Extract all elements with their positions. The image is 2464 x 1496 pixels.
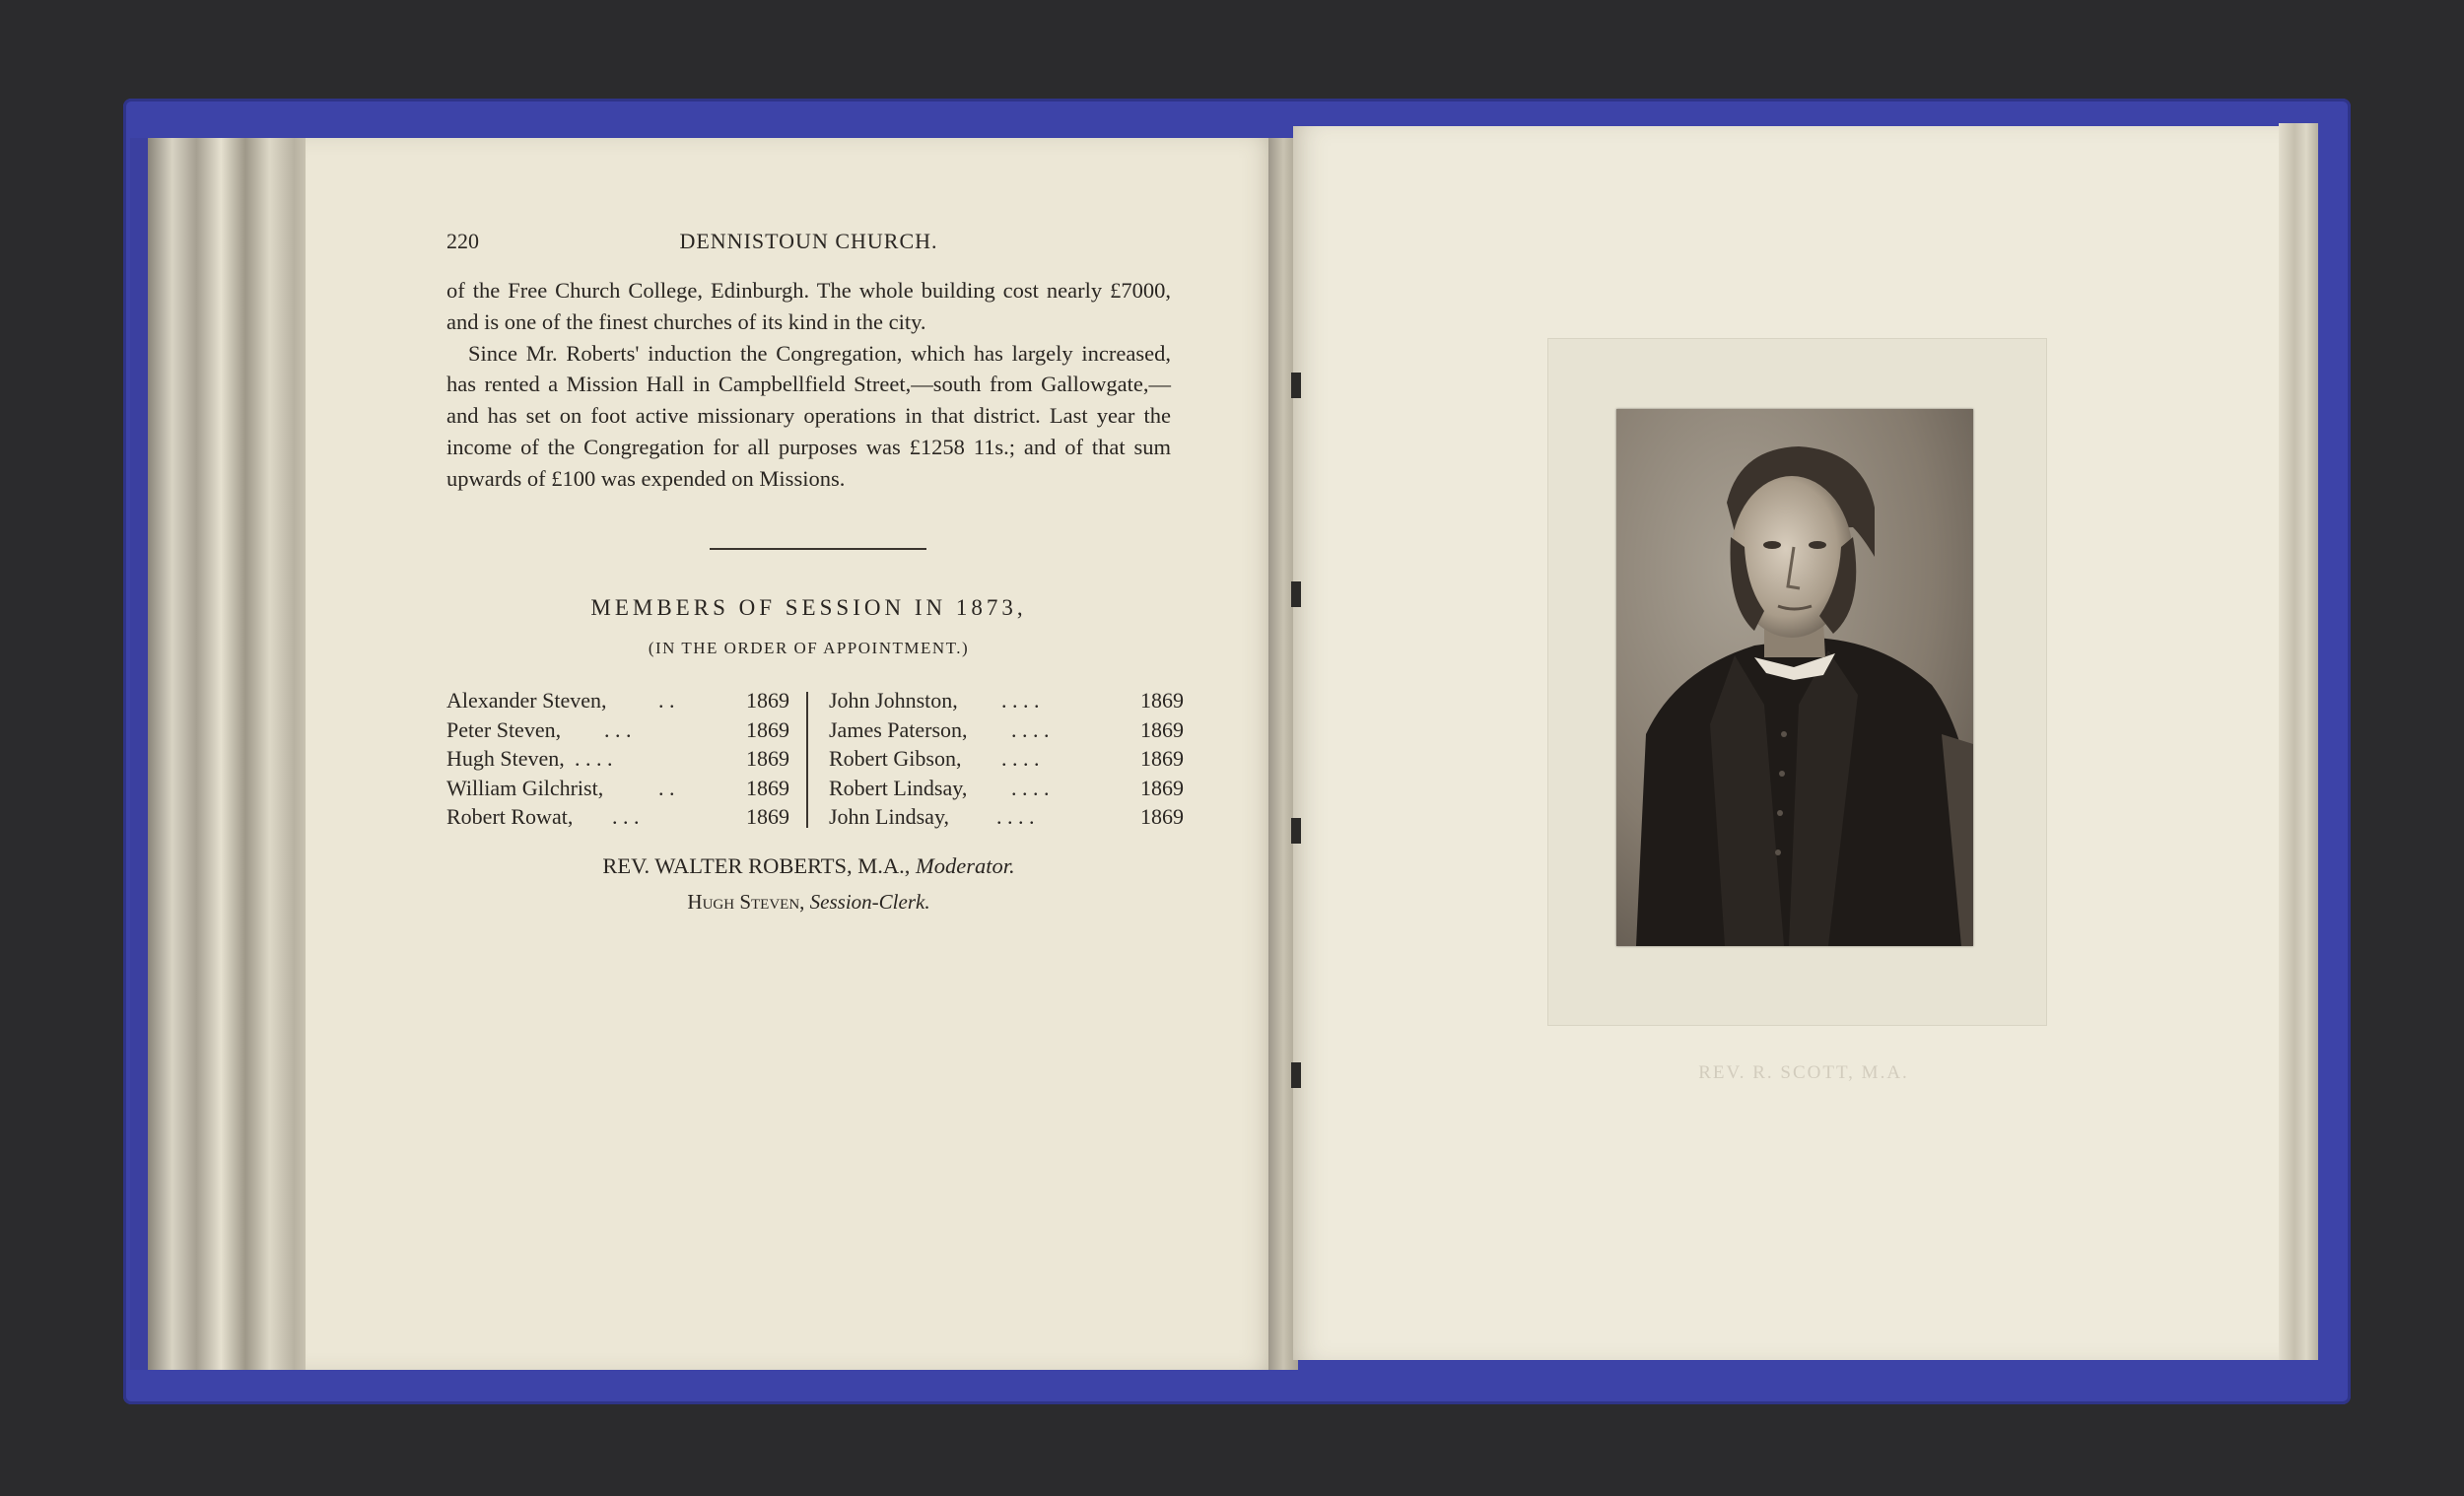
clerk-name: Hugh Steven, bbox=[687, 890, 805, 914]
member-name: Robert Lindsay, bbox=[829, 775, 968, 800]
member-year: 1869 bbox=[746, 716, 789, 742]
list-item bbox=[829, 746, 1184, 776]
binding-tab bbox=[1291, 1062, 1301, 1088]
member-year: 1869 bbox=[746, 775, 789, 800]
member-name: John Lindsay, bbox=[829, 804, 950, 829]
member-name: John Johnston, bbox=[829, 688, 958, 713]
page-number: 220 bbox=[446, 229, 479, 253]
member-name: Hugh Steven, bbox=[446, 746, 565, 771]
member-year: 1869 bbox=[1140, 688, 1184, 713]
section-subtitle: (IN THE ORDER OF APPOINTMENT.) bbox=[648, 639, 970, 657]
leader-dots: . . . bbox=[604, 716, 632, 742]
paragraph: of the Free Church College, Edinburgh. The whole building cost nearly £7000, and is one of the finest churches of its kind in the city. bbox=[446, 278, 1171, 334]
member-year: 1869 bbox=[1140, 804, 1184, 829]
leader-dots: . . bbox=[658, 688, 675, 713]
column-divider bbox=[806, 692, 808, 828]
members-column-right bbox=[829, 688, 1184, 834]
moderator-role: Moderator. bbox=[916, 853, 1015, 878]
section-title: MEMBERS OF SESSION IN 1873, bbox=[590, 595, 1027, 620]
leader-dots: . . . bbox=[612, 804, 640, 829]
leader-dots: . . bbox=[658, 775, 675, 800]
photo-caption: REV. R. SCOTT, M.A. bbox=[1698, 1062, 1909, 1083]
leader-dots: . . . . bbox=[1001, 746, 1040, 771]
list-item bbox=[446, 776, 801, 805]
list-item bbox=[446, 688, 801, 717]
members-column-left bbox=[446, 688, 801, 834]
portrait-image bbox=[1616, 409, 1973, 946]
member-name: William Gilchrist, bbox=[446, 775, 604, 800]
running-head-title: DENNISTOUN CHURCH. bbox=[679, 229, 938, 253]
moderator-name: REV. WALTER ROBERTS, M.A., bbox=[602, 853, 911, 878]
list-item bbox=[829, 717, 1184, 747]
binding-tab bbox=[1291, 818, 1301, 844]
member-name: Robert Gibson, bbox=[829, 746, 962, 771]
running-head bbox=[446, 229, 1171, 268]
section-divider bbox=[710, 548, 926, 550]
binding-tab bbox=[1291, 373, 1301, 398]
member-name: Alexander Steven, bbox=[446, 688, 607, 713]
member-name: James Paterson, bbox=[829, 716, 968, 742]
member-year: 1869 bbox=[1140, 716, 1184, 742]
page-edges-right bbox=[2279, 123, 2318, 1360]
list-item bbox=[446, 746, 801, 776]
leader-dots: . . . . bbox=[996, 804, 1035, 829]
member-year: 1869 bbox=[1140, 775, 1184, 800]
paragraph: Since Mr. Roberts' induction the Congregation, which has largely increased, has rented a Mission Hall in Campbellfield Street,—south from Gallowgate,—and has set on foot active missionary operations in that district. Last year the income of the Congregation for all purposes was £1258 11s.; and of that sum upwards of £100 was expended on Missions. bbox=[446, 340, 1171, 491]
moderator-line bbox=[446, 853, 1171, 879]
page-edges-left bbox=[148, 138, 310, 1370]
member-year: 1869 bbox=[1140, 746, 1184, 771]
clerk-role: Session-Clerk. bbox=[809, 890, 930, 914]
list-item bbox=[829, 804, 1184, 834]
body-text bbox=[446, 275, 1171, 495]
member-year: 1869 bbox=[746, 804, 789, 829]
list-item bbox=[446, 804, 801, 834]
list-item bbox=[829, 776, 1184, 805]
clerk-line bbox=[446, 890, 1171, 915]
member-name: Peter Steven, bbox=[446, 716, 562, 742]
leader-dots: . . . . bbox=[1001, 688, 1040, 713]
leader-dots: . . . . bbox=[575, 746, 613, 771]
list-item bbox=[446, 717, 801, 747]
member-name: Robert Rowat, bbox=[446, 804, 574, 829]
leader-dots: . . . . bbox=[1011, 716, 1050, 742]
portrait-photograph bbox=[1616, 409, 1973, 946]
binding-tab bbox=[1291, 581, 1301, 607]
leader-dots: . . . . bbox=[1011, 775, 1050, 800]
members-list bbox=[446, 688, 1184, 834]
member-year: 1869 bbox=[746, 746, 789, 771]
list-item bbox=[829, 688, 1184, 717]
member-year: 1869 bbox=[746, 688, 789, 713]
